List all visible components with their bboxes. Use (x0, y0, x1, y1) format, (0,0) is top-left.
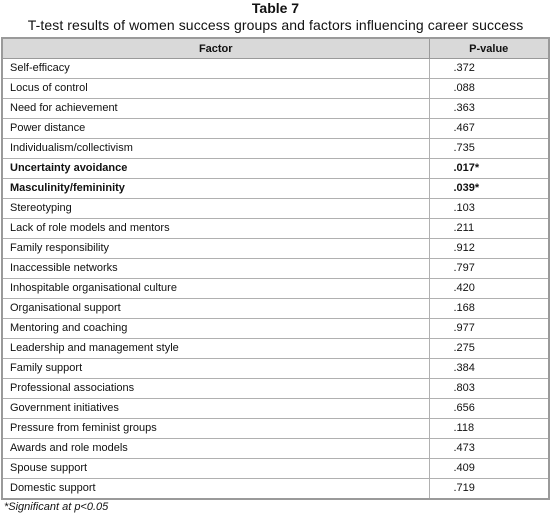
factor-cell: Pressure from feminist groups (3, 419, 429, 439)
table-row (3, 359, 548, 379)
factor-cell: Masculinity/femininity (3, 179, 429, 199)
p-value-cell: .363 (429, 99, 548, 119)
results-table (3, 39, 548, 498)
table-row (3, 459, 548, 479)
factor-cell: Mentoring and coaching (3, 319, 429, 339)
p-value-cell: .384 (429, 359, 548, 379)
p-value-cell: .803 (429, 379, 548, 399)
table-body (3, 59, 548, 499)
p-value-cell: .088 (429, 79, 548, 99)
p-value-cell: .912 (429, 239, 548, 259)
table-row (3, 79, 548, 99)
p-value-cell: .797 (429, 259, 548, 279)
column-header-p-value: P-value (429, 39, 548, 59)
table-row (3, 239, 548, 259)
p-value-cell: .211 (429, 219, 548, 239)
factor-cell: Power distance (3, 119, 429, 139)
factor-cell: Family support (3, 359, 429, 379)
column-header-factor: Factor (3, 39, 429, 59)
factor-cell: Organisational support (3, 299, 429, 319)
p-value-cell: .168 (429, 299, 548, 319)
table-row (3, 219, 548, 239)
factor-cell: Inhospitable organisational culture (3, 279, 429, 299)
p-value-cell: .409 (429, 459, 548, 479)
p-value-cell: .039* (429, 179, 548, 199)
factor-cell: Self-efficacy (3, 59, 429, 79)
factor-cell: Government initiatives (3, 399, 429, 419)
table-row (3, 159, 548, 179)
factor-cell: Awards and role models (3, 439, 429, 459)
table-number: Table 7 (251, 0, 300, 16)
table-row (3, 279, 548, 299)
p-value-cell: .719 (453, 482, 475, 494)
p-value-cell: .103 (429, 199, 548, 219)
table-row (3, 479, 548, 499)
table-row (3, 259, 548, 279)
p-value-cell: .473 (429, 439, 548, 459)
table-row (3, 399, 548, 419)
table-row (3, 59, 548, 79)
p-value-cell: .977 (429, 319, 548, 339)
factor-cell: Stereotyping (3, 199, 429, 219)
table-row (3, 299, 548, 319)
factor-cell: Professional associations (3, 379, 429, 399)
factor-cell: Domestic support (3, 479, 429, 499)
p-value-cell: .467 (429, 119, 548, 139)
footnote: *Significant at p<0.05 (4, 501, 109, 513)
table-row (3, 379, 548, 399)
factor-cell: Individualism/collectivism (3, 139, 429, 159)
table-row (3, 99, 548, 119)
table-row (3, 119, 548, 139)
factor-cell: Locus of control (3, 79, 429, 99)
table-caption (0, 0, 551, 35)
factor-cell: Leadership and management style (3, 339, 429, 359)
table-row (3, 319, 548, 339)
factor-cell: Inaccessible networks (3, 259, 429, 279)
factor-cell: Need for achievement (3, 99, 429, 119)
p-value-cell: .420 (429, 279, 548, 299)
table-row (3, 139, 548, 159)
table-row (3, 419, 548, 439)
table-row (3, 439, 548, 459)
p-value-cell: .118 (429, 419, 548, 439)
factor-cell: Spouse support (3, 459, 429, 479)
table-header-row (3, 39, 548, 59)
p-value-cell: .656 (429, 399, 548, 419)
results-table-frame (1, 37, 550, 500)
table-row (3, 199, 548, 219)
p-value-cell: .017* (429, 159, 548, 179)
p-value-cell: .275 (429, 339, 548, 359)
factor-cell: Family responsibility (3, 239, 429, 259)
p-value-cell: .372 (429, 59, 548, 79)
factor-cell: Uncertainty avoidance (3, 159, 429, 179)
table-title: T-test results of women success groups and factors influencing career success (27, 17, 524, 33)
p-value-cell: .735 (429, 139, 548, 159)
factor-cell: Lack of role models and mentors (3, 219, 429, 239)
table-row (3, 179, 548, 199)
table-row (3, 339, 548, 359)
